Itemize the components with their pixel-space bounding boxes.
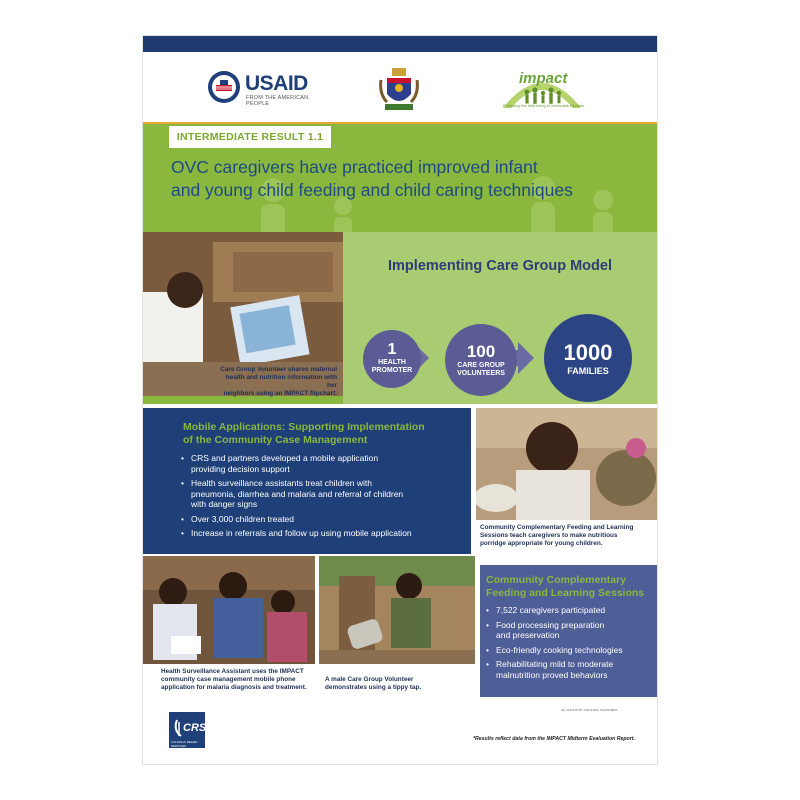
malawi-coat-of-arms-icon (379, 66, 419, 112)
malaria-caption-line-2: community case management mobile phone (161, 676, 296, 683)
mobile-bullet-1-line-1: • CRS and partners developed a mobile application (191, 453, 379, 463)
mobile-bullet-2 (181, 478, 466, 510)
health-promoter-label-1: HEALTH (378, 359, 406, 366)
mobile-bullet-3 (181, 514, 466, 525)
tippy-tap-photo (319, 556, 475, 664)
mobile-bullet-3-line-1: • Over 3,000 children treated (191, 513, 295, 524)
impact-wordmark: impact (519, 70, 568, 87)
mobile-title-line-2: of the Community Case Management (183, 434, 368, 446)
feeding-title-line-2: Feeding and Learning Sessions (486, 587, 645, 599)
impact-tagline: Promoting the Well-being of Vulnerable Families (503, 104, 585, 108)
malaria-diagnosis-photo (143, 556, 315, 664)
tippy-tap-caption-line-1: A male Care Group Volunteer (325, 676, 414, 683)
flipchart-caption-line-2: health and nutrition information with her (225, 374, 337, 389)
malaria-photo-image (143, 556, 315, 664)
care-group-title: Implementing Care Group Model (388, 258, 612, 274)
results-footnote: *Results reflect data from the IMPACT Midterm Evaluation Report. (473, 736, 635, 742)
mobile-applications-section (143, 408, 471, 554)
feeding-bullets (486, 605, 654, 684)
tippy-tap-caption-line-2: demonstrates using a tippy tap. (325, 684, 422, 691)
feeding-bullet-4-line-1: • Rehabilitating mild to moderate (496, 659, 614, 669)
malaria-caption-line-1: Health Surveillance Assistant uses the IMPACT (161, 668, 304, 675)
crs-wordmark: CRS (183, 722, 207, 734)
headline-line-2: and young child feeding and child caring techniques (171, 180, 573, 200)
mobile-bullet-2-line-1: • Health surveillance assistants treat children with (191, 478, 372, 488)
mobile-title-line-1: Mobile Applications: Supporting Implementation (183, 421, 425, 433)
mobile-bullet-4 (181, 528, 466, 539)
porridge-caption-line-2: Sessions teach caregivers to make nutritious (480, 532, 618, 539)
flipchart-caption (215, 366, 337, 398)
feeding-learning-section (480, 565, 657, 697)
feeding-bullet-4-line-2: malnutrition proved behaviors (496, 669, 608, 680)
feeding-bullet-2-line-1: • Food processing preparation (496, 619, 605, 630)
porridge-caption-line-1: Community Complementary Feeding and Learning (480, 524, 634, 531)
mobile-bullet-2-line-2: pneumonia, diarrhea and malaria and referral of children (191, 488, 404, 499)
photo-credit: ALL PHOTOS BY CRS STAFF & PARTNERS (561, 708, 618, 712)
porridge-caption (480, 524, 657, 548)
mobile-bullet-4-line-1: • Increase in referrals and follow up using mobile application (191, 528, 412, 538)
care-group-volunteers-circle (445, 324, 517, 396)
feeding-bullet-4 (486, 659, 654, 680)
poster (143, 36, 657, 764)
impact-logo (499, 68, 585, 112)
health-promoter-label-2: PROMOTER (371, 367, 413, 374)
tippy-tap-photo-image (319, 556, 475, 664)
tippy-tap-caption (325, 676, 475, 692)
usaid-tagline: FROM THE AMERICAN PEOPLE (246, 95, 309, 107)
feeding-section-title (486, 574, 654, 600)
feeding-bullet-1-line-1: • 7,522 caregivers participated (496, 605, 606, 615)
porridge-photo (476, 408, 657, 520)
mobile-bullet-1 (181, 453, 466, 474)
usaid-logo (207, 70, 327, 110)
mobile-bullet-1-line-2: providing decision support (191, 463, 290, 474)
feeding-bullet-1 (486, 605, 654, 616)
usaid-wordmark: USAID (245, 72, 308, 95)
logo-row (143, 52, 657, 122)
porridge-photo-image (476, 408, 657, 520)
feeding-bullet-3-line-1: • Eco-friendly cooking technologies (496, 644, 623, 655)
malaria-caption (161, 668, 321, 692)
volunteers-label-2: VOLUNTEERS (457, 370, 505, 377)
flipchart-caption-line-3: neighbors using an IMPACT flipchart. (223, 390, 337, 397)
mobile-bullet-2-line-3: with danger signs (191, 499, 258, 509)
usaid-seal-icon (207, 70, 241, 104)
malaria-caption-line-3: application for malaria diagnosis and treatment. (161, 684, 307, 691)
top-color-bar (143, 36, 657, 52)
health-promoter-count: 1 (387, 341, 397, 358)
feeding-title-line-1: Community Complementary (486, 574, 627, 586)
crs-tagline: CATHOLIC RELIEF SERVICES (171, 740, 198, 748)
feeding-bullet-2 (486, 620, 654, 641)
headline-line-1: OVC caregivers have practiced improved infant (171, 157, 538, 177)
families-circle (544, 314, 632, 402)
families-label: FAMILIES (567, 366, 609, 376)
care-group-model-panel (343, 232, 657, 404)
mobile-section-title (183, 421, 463, 447)
volunteers-count: 100 (466, 342, 496, 361)
feeding-bullet-3 (486, 645, 654, 656)
porridge-caption-line-3: porridge appropriate for young children. (480, 540, 603, 547)
health-promoter-circle (363, 330, 421, 388)
flipchart-caption-line-1: Care Group Volunteer shares maternal (220, 366, 337, 373)
mobile-bullets (181, 453, 466, 543)
feeding-bullet-2-line-2: and preservation (496, 630, 560, 640)
page-headline (171, 156, 641, 202)
crs-logo (169, 712, 205, 748)
intermediate-result-label: INTERMEDIATE RESULT 1.1 (176, 131, 324, 143)
accent-divider (143, 122, 657, 124)
volunteers-label-1: CARE GROUP (457, 362, 505, 369)
intermediate-result-tag (169, 126, 331, 148)
families-count: 1000 (563, 340, 613, 365)
